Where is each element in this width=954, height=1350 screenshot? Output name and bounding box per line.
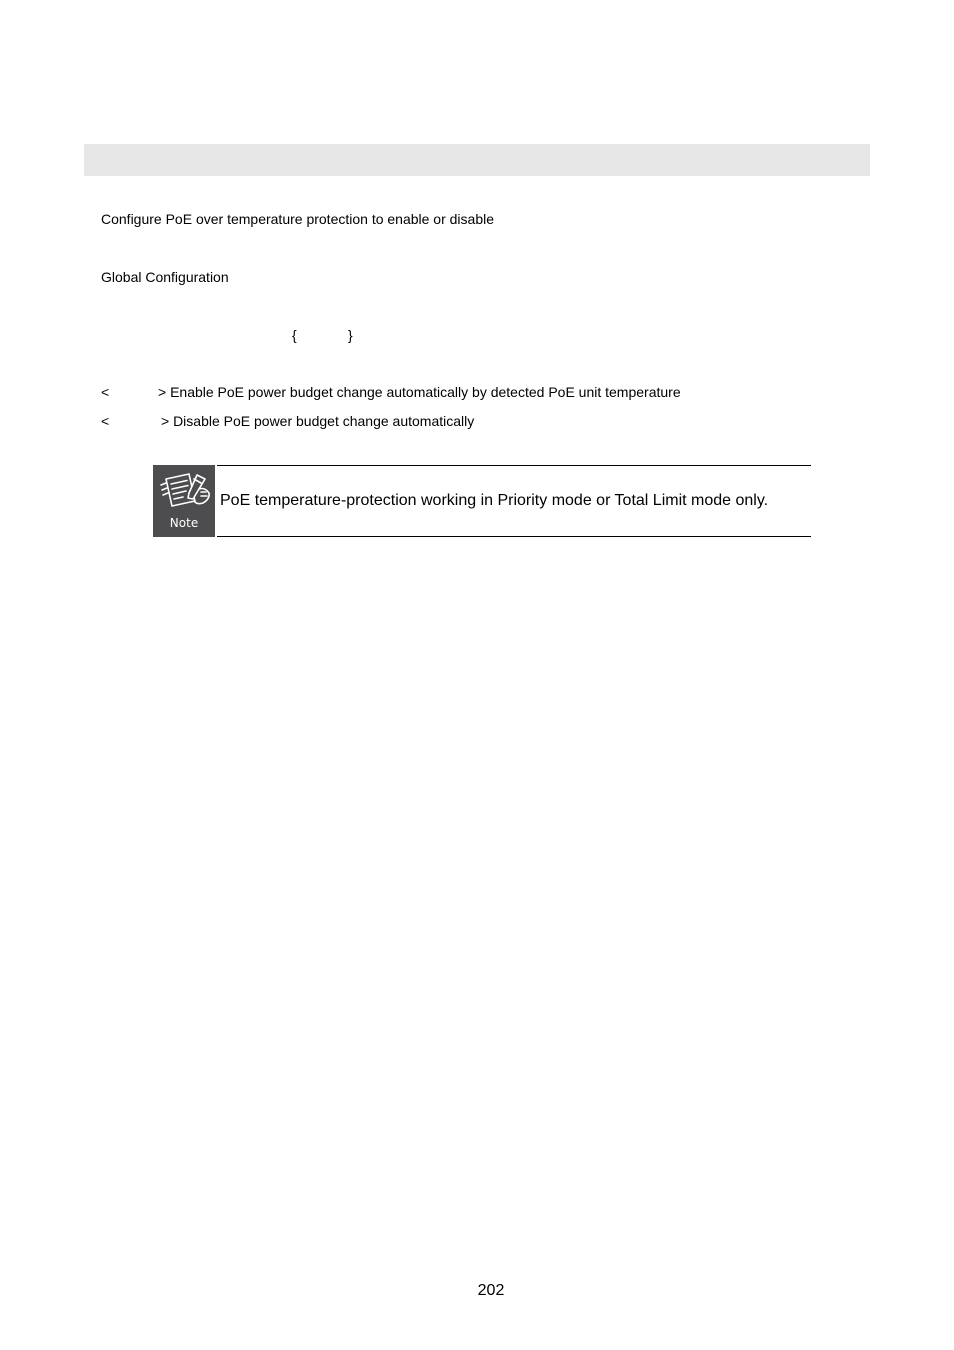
note-label: Note <box>169 516 199 530</box>
syntax-brace-open: { <box>292 327 297 343</box>
note-rule-top <box>217 465 811 466</box>
parameter-bracket: < <box>101 384 110 400</box>
parameter-bracket: < <box>101 413 110 429</box>
note-rule-bottom <box>217 536 811 537</box>
parameter-description: > Disable PoE power budget change automatically <box>161 413 475 429</box>
parameter-description: > Enable PoE power budget change automatically by detected PoE unit temperature <box>158 384 681 400</box>
note-pencil-icon <box>153 465 215 537</box>
page-number: 202 <box>477 1282 505 1299</box>
note-text: PoE temperature-protection working in Priority mode or Total Limit mode only. <box>220 492 769 509</box>
command-mode: Global Configuration <box>101 269 229 285</box>
command-description: Configure PoE over temperature protection to enable or disable <box>101 211 495 227</box>
syntax-brace-close: } <box>348 327 353 343</box>
section-header-bar <box>84 144 870 176</box>
note-pencil-glyph <box>153 465 215 517</box>
